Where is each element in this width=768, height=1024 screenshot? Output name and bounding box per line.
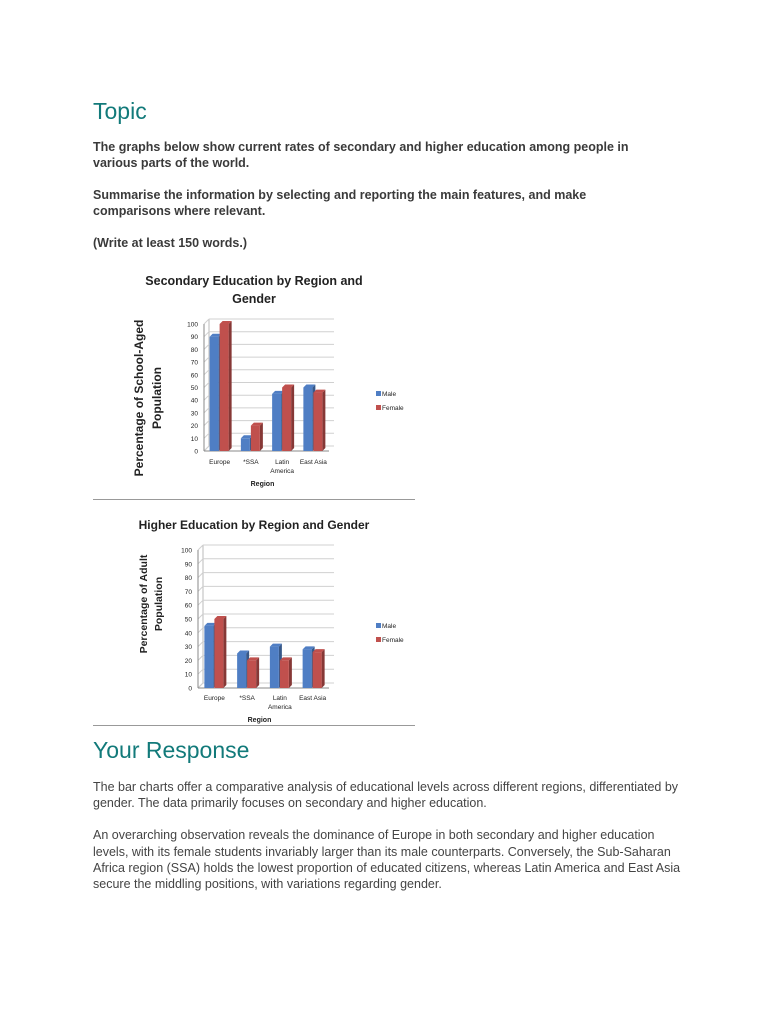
divider [93,725,415,726]
gridline-side [204,383,209,388]
bar-side [256,657,259,688]
gridline-side [198,628,203,633]
y-tick-label: 90 [184,561,192,569]
divider [93,499,415,500]
chart-title: Gender [232,292,276,306]
prompt-paragraph: Summarise the information by selecting and reporting the main features, and make comparisons where relevant. [93,188,587,218]
legend-swatch [376,405,381,410]
gridline-side [204,395,209,400]
y-tick-label: 80 [184,575,192,583]
bar-male [241,438,250,451]
response-paragraph: An overarching observation reveals the dominance of Europe in both secondary and higher education levels, with its female students invariably larger than its male counterparts. Conversely, the Sub-Saharan Africa region (SSA) holds the lowest proportion of educated citizens, whereas Latin America and East Asia secure the middling positions, with variations regarding gender. [93,828,681,892]
y-tick-label: 100 [187,321,198,329]
x-tick-label: Europe [203,695,225,702]
y-tick-label: 30 [190,410,198,418]
bar-male [270,647,279,688]
gridline-side [198,586,203,591]
gridline-side [198,655,203,660]
bar-male [204,626,213,688]
y-tick-label: 30 [184,644,192,652]
gridline-side [198,614,203,619]
gridline-side [204,446,209,451]
gridline-side [198,573,203,578]
gridline-side [204,344,209,349]
secondary-education-chart [93,268,415,500]
y-axis-label: Percentage of Adult [138,554,150,654]
topic-prompt [93,139,663,251]
y-tick-label: 10 [190,435,198,443]
bar-female [280,660,289,688]
y-tick-label: 0 [188,685,192,693]
gridline-side [204,370,209,375]
gridline-side [204,357,209,362]
bar-side [322,649,325,688]
bar-female [313,393,322,451]
bar-side [291,385,294,452]
bar-female [282,388,291,452]
bar-male [303,649,312,688]
y-axis-label: Population [153,576,165,632]
x-tick-label: *SSA [243,459,259,466]
y-axis-label: Population [150,367,164,429]
x-tick-label: America [270,468,295,475]
gridline-side [204,421,209,426]
y-tick-label: 0 [194,448,198,456]
y-tick-label: 50 [184,616,192,624]
gridline-side [198,600,203,605]
y-tick-label: 80 [190,346,198,354]
y-tick-label: 70 [190,359,198,367]
bar-side [260,423,263,451]
y-tick-label: 100 [181,547,192,555]
chart-title: Secondary Education by Region and [145,274,363,288]
y-tick-label: 20 [184,657,192,665]
x-tick-label: Latin [275,459,290,466]
y-axis-label: Percentage of School-Aged [132,319,146,477]
legend-swatch [376,623,381,628]
y-tick-label: 90 [190,334,198,342]
gridline-side [198,559,203,564]
y-tick-label: 40 [190,397,198,405]
higher-education-chart-svg [93,511,415,725]
y-tick-label: 60 [190,372,198,380]
bar-female [214,619,223,688]
bar-female [313,652,322,688]
x-tick-label: Latin [272,695,287,702]
chart-title: Higher Education by Region and Gender [138,518,370,532]
gridline-side [198,642,203,647]
bar-female [220,324,229,451]
higher-education-chart [93,511,415,725]
x-tick-label: East Asia [299,459,327,466]
y-tick-label: 10 [184,671,192,679]
bar-side [322,390,325,451]
bar-female [247,660,256,688]
bar-male [237,654,246,689]
bar-side [229,321,232,451]
gridline-side [198,669,203,674]
gridline-side [198,545,203,550]
bar-female [251,426,260,451]
response-heading: Your Response [93,737,250,763]
gridline-side [204,332,209,337]
topic-heading: Topic [93,98,147,124]
x-tick-label: *SSA [239,695,255,702]
prompt-paragraph: (Write at least 150 words.) [93,236,247,250]
prompt-paragraph: The graphs below show current rates of secondary and higher education among people in various parts of the world. [93,140,629,170]
legend-swatch [376,391,381,396]
bar-male [272,394,281,451]
gridline-side [204,433,209,438]
bar-male [210,337,219,451]
bar-male [303,388,312,452]
x-tick-label: East Asia [299,695,327,702]
y-tick-label: 40 [184,630,192,638]
response-paragraph: The bar charts offer a comparative analysis of educational levels across different regions, differentiated by gender. The data primarily focuses on secondary and higher education. [93,780,679,811]
legend-swatch [376,637,381,642]
bar-side [289,657,292,688]
secondary-education-chart-svg [93,268,415,500]
legend-label: Female [382,405,404,412]
x-tick-label: Europe [209,459,231,466]
y-tick-label: 60 [184,602,192,610]
x-axis-label: Region [247,717,272,724]
gridline-side [204,319,209,324]
y-tick-label: 50 [190,385,198,392]
y-tick-label: 20 [190,423,198,431]
x-axis-label: Region [250,481,275,488]
x-tick-label: America [267,704,292,711]
legend-label: Female [382,637,404,644]
gridline-side [198,683,203,688]
legend-label: Male [382,623,397,630]
legend-label: Male [382,391,397,398]
response-body [93,779,683,892]
bar-side [223,616,226,688]
y-tick-label: 70 [184,588,192,596]
gridline-side [204,408,209,413]
